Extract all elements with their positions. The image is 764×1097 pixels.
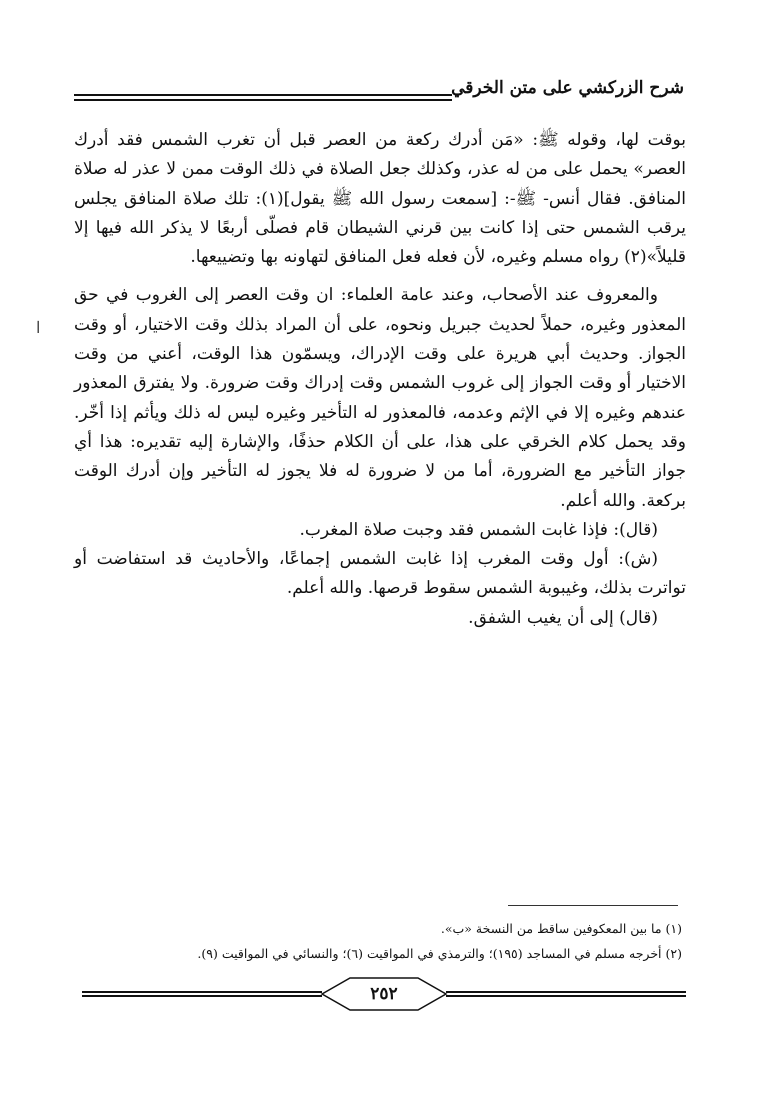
page-number: ٢٥٢ — [370, 984, 398, 1004]
footnote-separator — [508, 905, 678, 906]
paragraph-1: بوقت لها، وقوله ﷺ: «مَن أدرك ركعة من العصر قبل أن تغرب الشمس فقد أدرك العصر» يحمل على من له عذر، وكذلك جعل الصلاة في ذلك الوقت ممن لا عذر له صلاة المنافق. فقال أنس- ﷺ-: [سمعت رسول الله ﷺ يقول](١): تلك صلاة المنافق يجلس يرقب الشمس حتى إذا كانت بين قرني الشيطان قام فصلّى أربعًا لا يذكر الله فيها إلا قليلاً»(٢) رواه مسلم وغيره، لأن فعله فعل المنافق لتهاونه بها وتضييعها. — [74, 130, 687, 268]
paragraph-qal-1: (قال): فإذا غابت الشمس فقد وجبت صلاة المغرب. — [299, 519, 658, 540]
running-header — [74, 78, 684, 108]
page-footer — [82, 976, 686, 1012]
paragraph-qal-2: (قال) إلى أن يغيب الشفق. — [468, 607, 658, 628]
main-text — [74, 126, 686, 633]
margin-mark: ا — [36, 318, 41, 337]
paragraph-2: والمعروف عند الأصحاب، وعند عامة العلماء: ان وقت العصر إلى الغروب في حق المعذور وغيره، حملاً لحديث جبريل ونحوه، على أن المراد بذلك وقت الاختيار، أو وقت الجواز. وحديث أبي هريرة على وقت الإدراك، ويسمّون هذا الوقت، أعني من وقت الاختيار أو وقت الجواز إلى غروب الشمس وقت إدراك وقت ضرورة. ولا يفترق المعذور عندهم وغيره إلا في الإثم وعدمه، فالمعذور له التأخير وغيره ليس له ذلك ويأثم إذا أخّر. وقد يحمل كلام الخرقي على هذا، على أن الكلام حذفًا، والإشارة إليه تقديره: هذا أي جواز التأخير مع الضرورة، أما من لا ضرورة له فلا يجوز له التأخير وإن أدرك الوقت بركعة. والله أعلم. — [74, 285, 686, 511]
footnotes — [74, 916, 682, 966]
header-title: شرح الزركشي على متن الخرقي — [451, 78, 684, 98]
footnote-1: (١) ما بين المعكوفين ساقط من النسخة «ب». — [440, 921, 682, 936]
footnote-2: (٢) أخرجه مسلم في المساجد (١٩٥)؛ والترمذي في المواقيت (٦)؛ والنسائي في المواقيت (٩). — [197, 946, 682, 961]
header-rule — [74, 94, 452, 101]
paragraph-sharh: (ش): أول وقت المغرب إذا غابت الشمس إجماعًا، والأحاديث قد استفاضت أو تواترت بذلك، وغيبوبة الشمس سقوط قرصها. والله أعلم. — [74, 549, 686, 599]
